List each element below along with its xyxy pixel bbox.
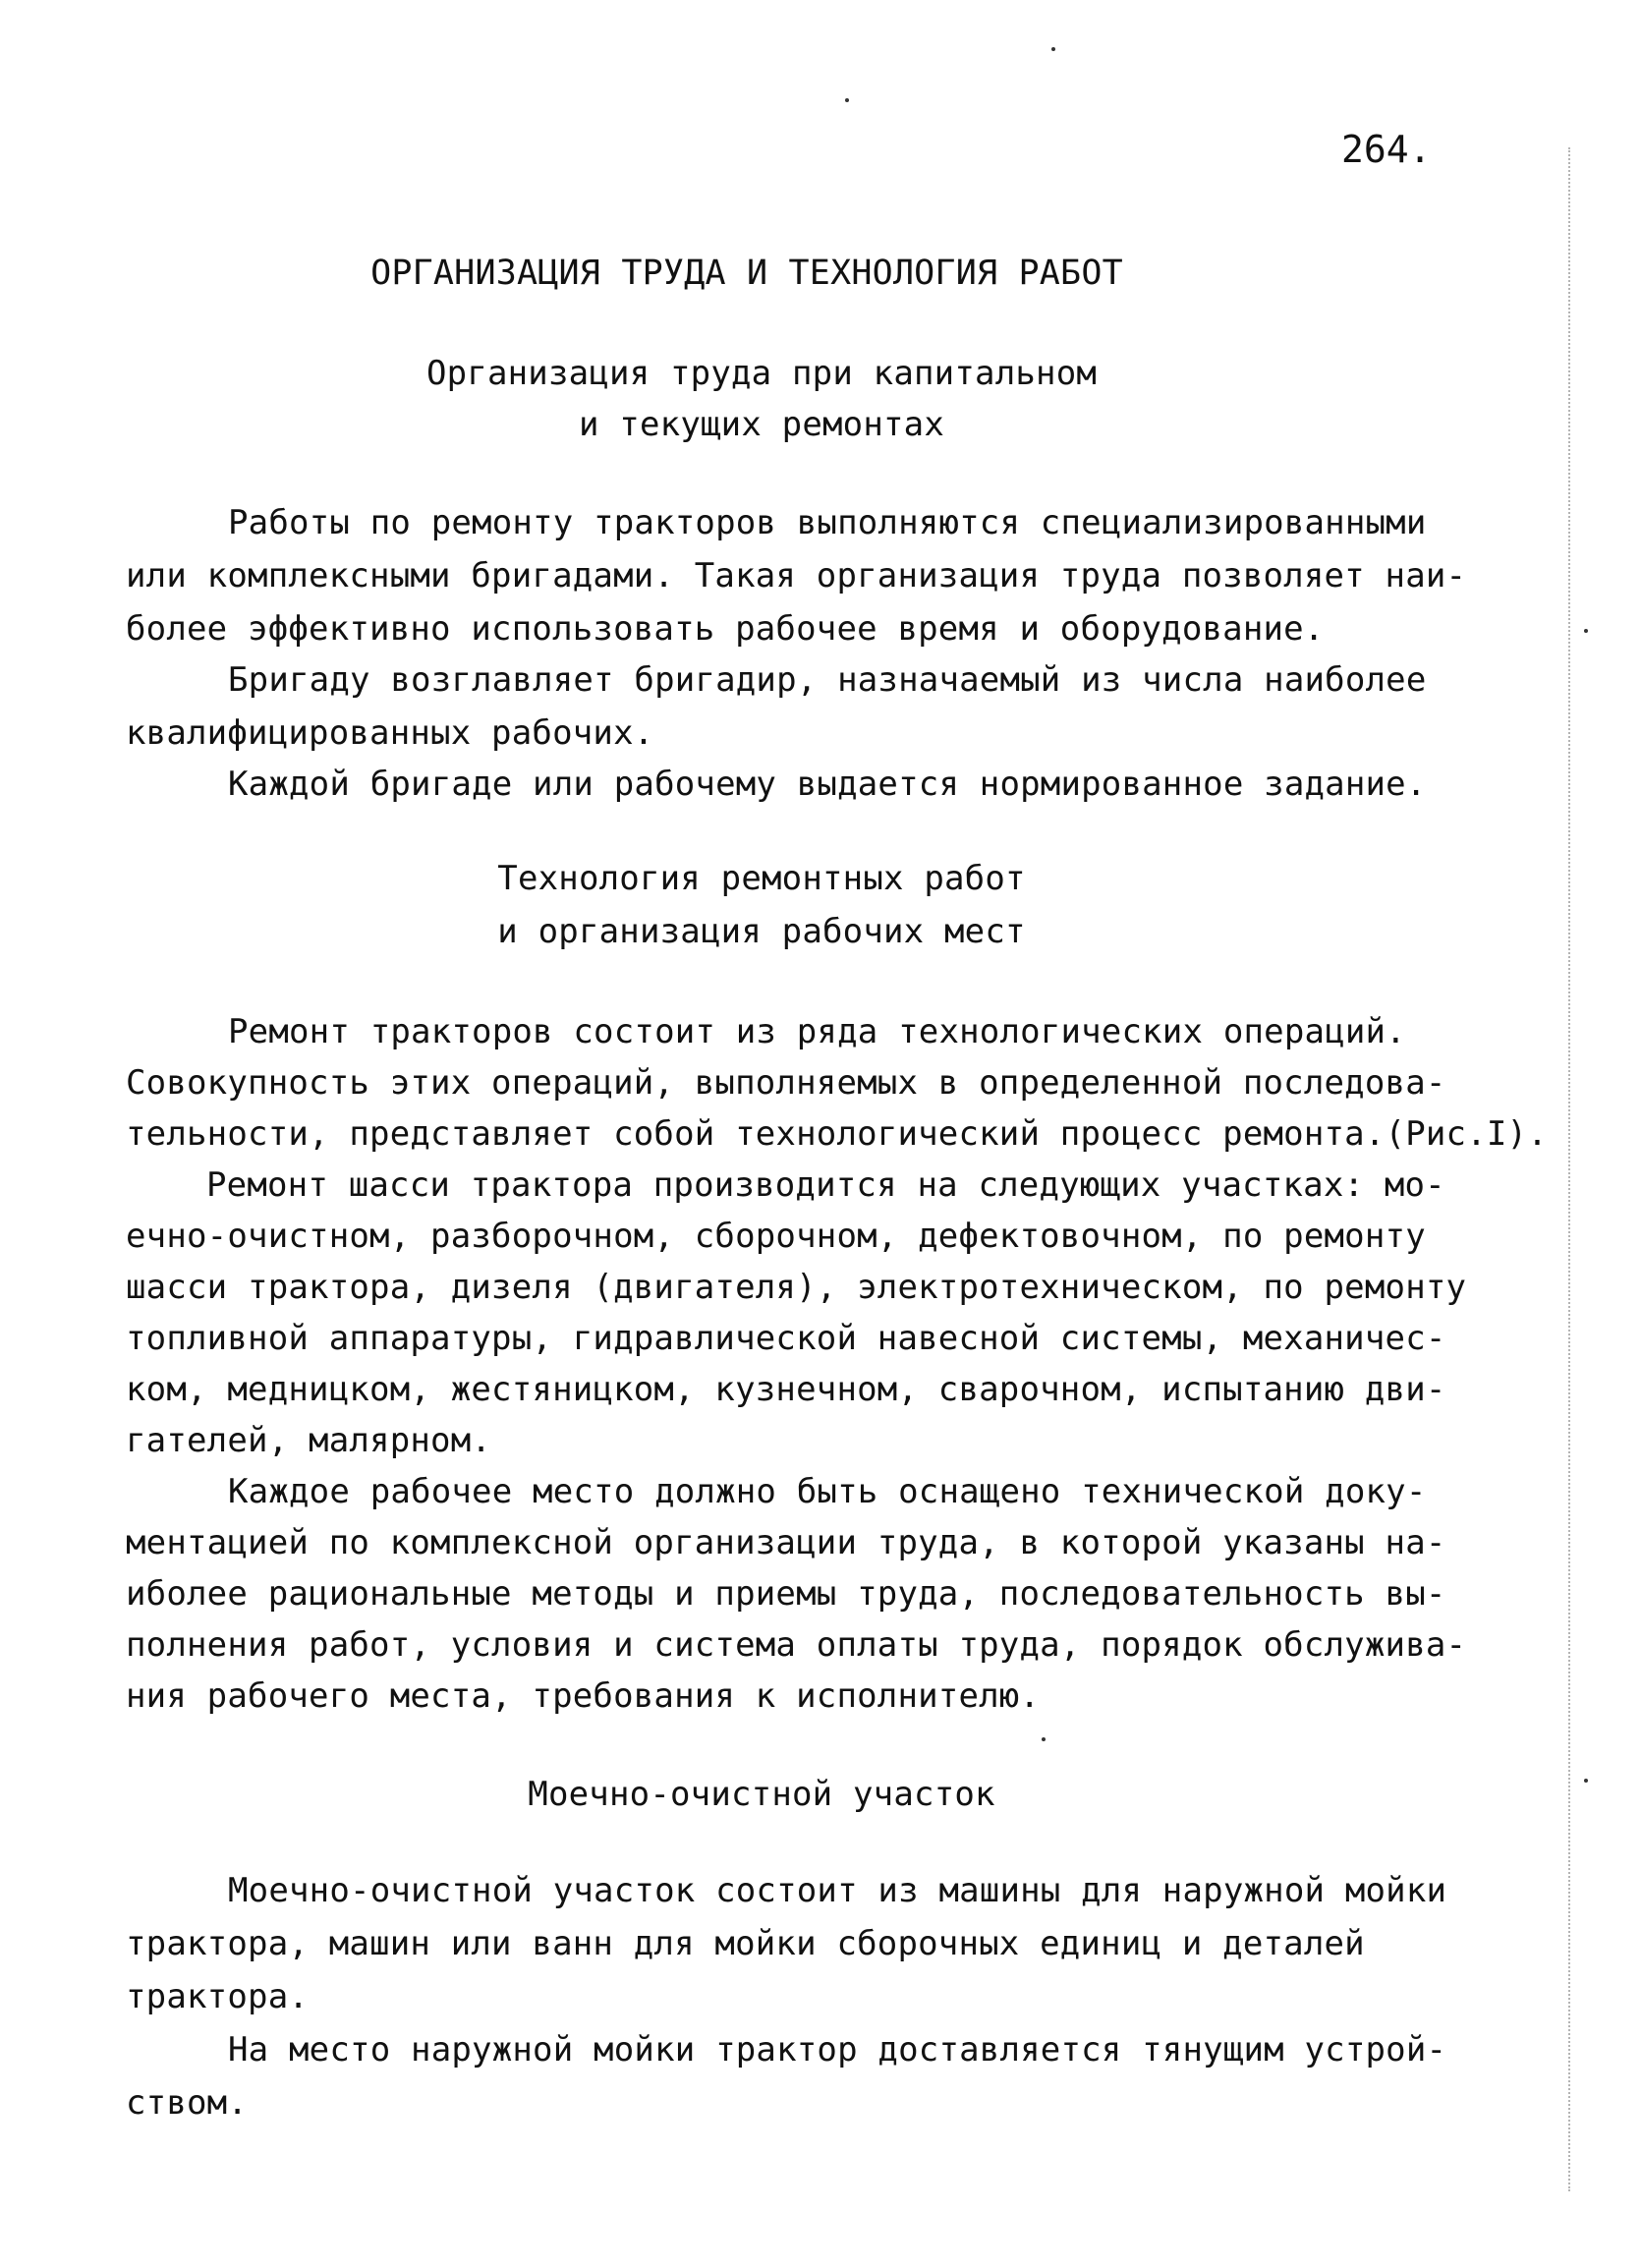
- paragraph-line: Каждое рабочее место должно быть оснащено технической доку-: [228, 1472, 1427, 1511]
- section-heading-line: и организация рабочих мест: [497, 912, 1026, 951]
- scan-speck: [1584, 1779, 1588, 1783]
- section-heading-line: Организация труда при капитальном: [425, 354, 1098, 393]
- paragraph-line: ментацией по комплексной организации труда, в которой указаны на-: [126, 1523, 1446, 1562]
- paragraph-line: Каждой бригаде или рабочему выдается нормированное задание.: [228, 765, 1427, 804]
- scan-speck: [1042, 1737, 1046, 1741]
- paragraph-line: иболее рациональные методы и приемы труда, последовательность вы-: [126, 1574, 1446, 1614]
- paragraph-line: трактора, машин или ванн для мойки сборочных единиц и деталей: [126, 1924, 1365, 1963]
- paragraph-line: Работы по ремонту тракторов выполняются специализированными: [228, 503, 1427, 542]
- section-heading-line: Технология ремонтных работ: [497, 859, 1026, 898]
- paragraph-line: квалифицированных рабочих.: [126, 713, 654, 753]
- scan-speck: [845, 98, 849, 102]
- paragraph-line: гателей, малярном.: [126, 1421, 492, 1460]
- paragraph-line: топливной аппаратуры, гидравлической навесной системы, механичес-: [126, 1319, 1446, 1358]
- section-heading-line: и текущих ремонтах: [578, 405, 945, 444]
- scan-speck: [1051, 47, 1055, 51]
- paragraph-line: На место наружной мойки трактор доставляется тянущим устрой-: [228, 2030, 1447, 2070]
- paragraph-line: тельности, представляет собой технологический процесс ремонта.(Рис.I).: [126, 1114, 1548, 1154]
- paragraph-line: трактора.: [126, 1977, 310, 2016]
- document-title: ОРГАНИЗАЦИЯ ТРУДА И ТЕХНОЛОГИЯ РАБОТ: [370, 254, 1123, 293]
- paragraph-line: Моечно-очистной участок состоит из машины для наружной мойки: [228, 1871, 1447, 1910]
- paragraph-line: шасси трактора, дизеля (двигателя), электротехническом, по ремонту: [126, 1268, 1467, 1307]
- paragraph-line: Бригаду возглавляет бригадир, назначаемый из числа наиболее: [228, 660, 1427, 700]
- paragraph-line: ния рабочего места, требования к исполнителю.: [126, 1676, 1041, 1716]
- page-number: 264.: [1341, 128, 1432, 171]
- paragraph-line: Ремонт тракторов состоит из ряда технологических операций.: [228, 1012, 1406, 1051]
- paragraph-line: ком, медницком, жестяницком, кузнечном, сварочном, испытанию дви-: [126, 1370, 1446, 1409]
- paragraph-line: Совокупность этих операций, выполняемых в определенной последова-: [126, 1063, 1446, 1103]
- scan-speck: [1584, 629, 1588, 633]
- paragraph-line: ечно-очистном, разборочном, сборочном, дефектовочном, по ремонту: [126, 1217, 1426, 1256]
- scan-edge-marks: [1568, 147, 1590, 2191]
- paragraph-line: Ремонт шасси трактора производится на следующих участках: мо-: [206, 1165, 1445, 1205]
- paragraph-line: полнения работ, условия и система оплаты труда, порядок обслужива-: [126, 1625, 1467, 1665]
- paragraph-line: ством.: [126, 2083, 249, 2123]
- paragraph-line: более эффективно использовать рабочее время и оборудование.: [126, 609, 1325, 649]
- section-heading: Моечно-очистной участок: [528, 1775, 995, 1814]
- paragraph-line: или комплексными бригадами. Такая организация труда позволяет наи-: [126, 556, 1467, 595]
